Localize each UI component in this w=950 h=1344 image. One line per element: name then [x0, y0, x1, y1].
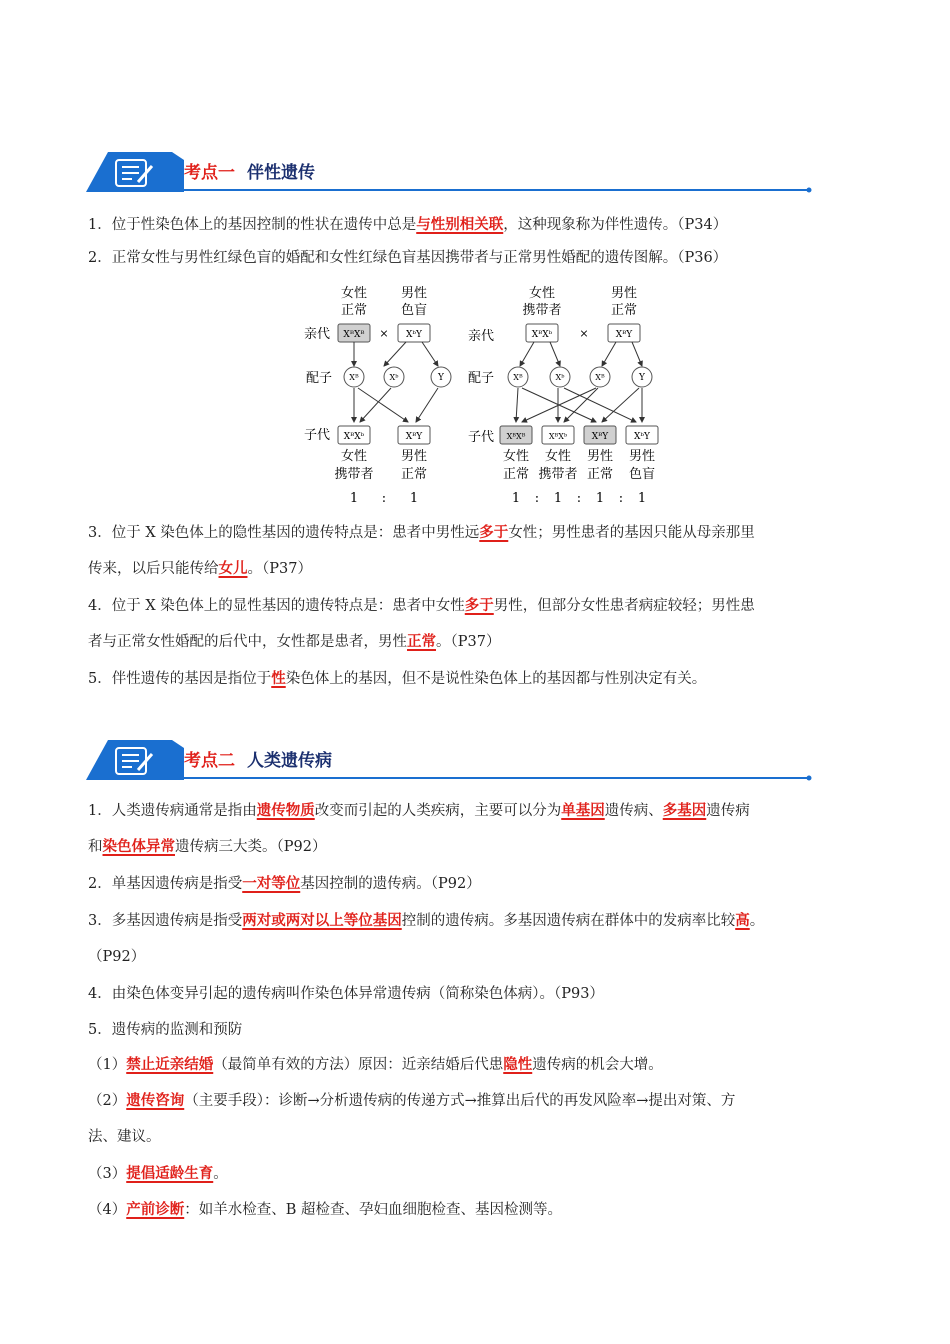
text: 。（P37）	[247, 561, 312, 577]
s2-item-6	[88, 1047, 878, 1083]
row-label-gamete: 配子	[468, 371, 495, 386]
parent1-label-line2: 携带者	[522, 303, 562, 318]
ratio: 1	[349, 491, 359, 506]
parent2-label-line2: 色盲	[400, 303, 428, 318]
keyword: 染色体异常	[102, 838, 175, 855]
ratio: 1	[409, 491, 419, 506]
s2-item-8	[88, 1156, 878, 1192]
text: （1）	[88, 1057, 127, 1073]
s2-item-5	[88, 1012, 878, 1048]
gamete: Xᴮ	[595, 373, 605, 382]
offspring-label: 男性	[400, 449, 428, 464]
parent1-label-line1: 女性	[340, 286, 368, 301]
text: 1．人类遗传病通常是指由	[88, 803, 257, 819]
section-number: 考点一	[184, 163, 235, 183]
text: 和	[88, 839, 103, 855]
text: 遗传病、	[604, 803, 663, 819]
keyword: 多基因	[662, 802, 707, 819]
text: 遗传病三大类。（P92）	[175, 839, 327, 855]
text: 者与正常女性婚配的后代中，女性都是患者，男性	[88, 634, 407, 650]
offspring-label: 色盲	[628, 467, 656, 482]
row-label-child: 子代	[304, 428, 331, 443]
ratio: :	[618, 491, 624, 506]
keyword: 与性别相关联	[416, 216, 504, 233]
ratio: :	[534, 491, 540, 506]
text: 3．多基因遗传病是指受	[88, 913, 243, 929]
section-number: 考点二	[184, 751, 235, 771]
keyword: 高	[735, 912, 750, 929]
cross-symbol: ×	[579, 327, 589, 340]
keyword: 遗传咨询	[126, 1092, 185, 1109]
s2-item-9	[88, 1192, 878, 1228]
text: （3）	[88, 1166, 127, 1182]
gamete: Xᴮ	[349, 373, 359, 382]
text: 法、建议。	[88, 1129, 161, 1145]
genotype: XᵇY	[406, 330, 422, 340]
genotype: XᴮXᵇ	[343, 432, 365, 442]
genetic-cross-diagram	[296, 278, 666, 508]
keyword: 产前诊断	[126, 1201, 185, 1218]
keyword: 隐性	[503, 1056, 533, 1073]
keyword: 遗传物质	[256, 802, 315, 819]
parent1-label-line1: 女性	[528, 286, 556, 301]
offspring-label: 正常	[502, 467, 530, 482]
text: 改变而引起的人类疾病，主要可以分为	[314, 803, 562, 819]
text: 女性；男性患者的基因只能从母亲那里	[508, 525, 755, 541]
text: 2．正常女性与男性红绿色盲的婚配和女性红绿色盲基因携带者与正常男性婚配的遗传图解。（P36）	[88, 250, 728, 266]
keyword: 两对或两对以上等位基因	[242, 912, 402, 929]
text: 5．伴性遗传的基因是指位于	[88, 671, 272, 687]
parent2-label-line1: 男性	[400, 286, 428, 301]
s1-item-4	[88, 588, 878, 660]
parent2-label-line2: 正常	[610, 303, 638, 318]
text: 传来，以后只能传给	[88, 561, 219, 577]
text: 3．位于 X 染色体上的隐性基因的遗传特点是：患者中男性远	[88, 525, 480, 541]
text: 5．遗传病的监测和预防	[88, 1022, 243, 1038]
section-title	[184, 158, 315, 183]
offspring-label: 男性	[586, 449, 614, 464]
s1-item-1	[88, 207, 878, 243]
s2-item-3	[88, 903, 878, 975]
ratio: 1	[511, 491, 521, 506]
row-label-parent: 亲代	[468, 329, 495, 344]
section-header-2	[86, 740, 812, 786]
section-topic: 伴性遗传	[247, 163, 315, 183]
text: 4．位于 X 染色体上的显性基因的遗传特点是：患者中女性	[88, 598, 465, 614]
keyword: 禁止近亲结婚	[126, 1056, 214, 1073]
text: （4）	[88, 1202, 127, 1218]
gamete: Y	[438, 373, 444, 383]
text: 4．由染色体变异引起的遗传病叫作染色体异常遗传病（简称染色体病）。（P93）	[88, 986, 604, 1002]
genotype: XᴮXᴮ	[506, 432, 526, 441]
text: （P92）	[88, 949, 146, 965]
genotype: XᵇY	[634, 432, 650, 442]
keyword: 一对等位	[242, 875, 301, 892]
text: （最简单有效的方法）原因：近亲结婚后代患	[213, 1057, 504, 1073]
keyword: 单基因	[561, 802, 605, 819]
row-label-gamete: 配子	[306, 371, 333, 386]
ratio: 1	[637, 491, 647, 506]
keyword: 性	[271, 670, 286, 687]
s1-item-5	[88, 661, 878, 697]
keyword: 女儿	[218, 560, 248, 577]
offspring-label: 女性	[544, 449, 572, 464]
s1-item-3	[88, 515, 878, 587]
s2-item-4	[88, 976, 878, 1012]
text: 。（P37）	[436, 634, 501, 650]
offspring-label: 男性	[628, 449, 656, 464]
ratio: 1	[553, 491, 563, 506]
text: 遗传病的机会大增。	[532, 1057, 663, 1073]
parent2-label-line1: 男性	[610, 286, 638, 301]
cross-symbol: ×	[379, 327, 389, 340]
text: ，这种现象称为伴性遗传。（P34）	[503, 217, 728, 233]
offspring-label: 正常	[400, 467, 428, 482]
keyword: 多于	[464, 597, 494, 614]
text: ：如羊水检查、B 超检查、孕妇血细胞检查、基因检测等。	[184, 1202, 562, 1218]
section-title	[184, 746, 332, 771]
text: 2．单基因遗传病是指受	[88, 876, 243, 892]
offspring-label: 正常	[586, 467, 614, 482]
s2-item-1	[88, 793, 878, 865]
text: 遗传病	[706, 803, 750, 819]
gamete: Y	[639, 373, 645, 383]
text: 男性，但部分女性患者病症较轻；男性患	[493, 598, 755, 614]
genotype: XᴮY	[405, 432, 423, 442]
keyword: 提倡适龄生育	[126, 1165, 214, 1182]
text: （2）	[88, 1093, 127, 1109]
genotype: XᴮXᵇ	[531, 330, 553, 340]
s1-item-2	[88, 240, 878, 276]
offspring-label: 携带者	[334, 467, 374, 482]
text: （主要手段）：诊断→分析遗传病的传递方式→推算出后代的再发风险率→提出对策、方	[184, 1093, 736, 1109]
parent1-label-line2: 正常	[340, 303, 368, 318]
genotype: XᴮY	[591, 432, 609, 442]
row-label-child: 子代	[468, 430, 495, 445]
gamete: Xᵇ	[389, 373, 399, 382]
ratio: 1	[595, 491, 605, 506]
s2-item-7	[88, 1083, 878, 1155]
gamete: Xᵇ	[555, 373, 565, 382]
s2-item-2	[88, 866, 878, 902]
text: 。	[749, 913, 765, 929]
row-label-parent: 亲代	[304, 327, 331, 342]
text: 1．位于性染色体上的基因控制的性状在遗传中总是	[88, 217, 417, 233]
ratio: :	[381, 491, 387, 506]
offspring-label: 女性	[502, 449, 530, 464]
offspring-label: 携带者	[538, 467, 578, 482]
gamete: Xᴮ	[513, 373, 523, 382]
text: 控制的遗传病。多基因遗传病在群体中的发病率比较	[401, 913, 736, 929]
keyword: 多于	[479, 524, 509, 541]
section-header-1	[86, 152, 812, 198]
genotype: XᴮXᵇ	[548, 432, 568, 441]
genotype: XᴮY	[615, 330, 633, 340]
offspring-label: 女性	[340, 449, 368, 464]
text: 。	[213, 1166, 228, 1182]
keyword: 正常	[407, 633, 436, 650]
section-topic: 人类遗传病	[247, 751, 332, 771]
text: 基因控制的遗传病。（P92）	[300, 876, 481, 892]
text: 染色体上的基因，但不是说性染色体上的基因都与性别决定有关。	[285, 671, 707, 687]
genotype: XᴮXᴮ	[343, 330, 365, 340]
ratio: :	[576, 491, 582, 506]
